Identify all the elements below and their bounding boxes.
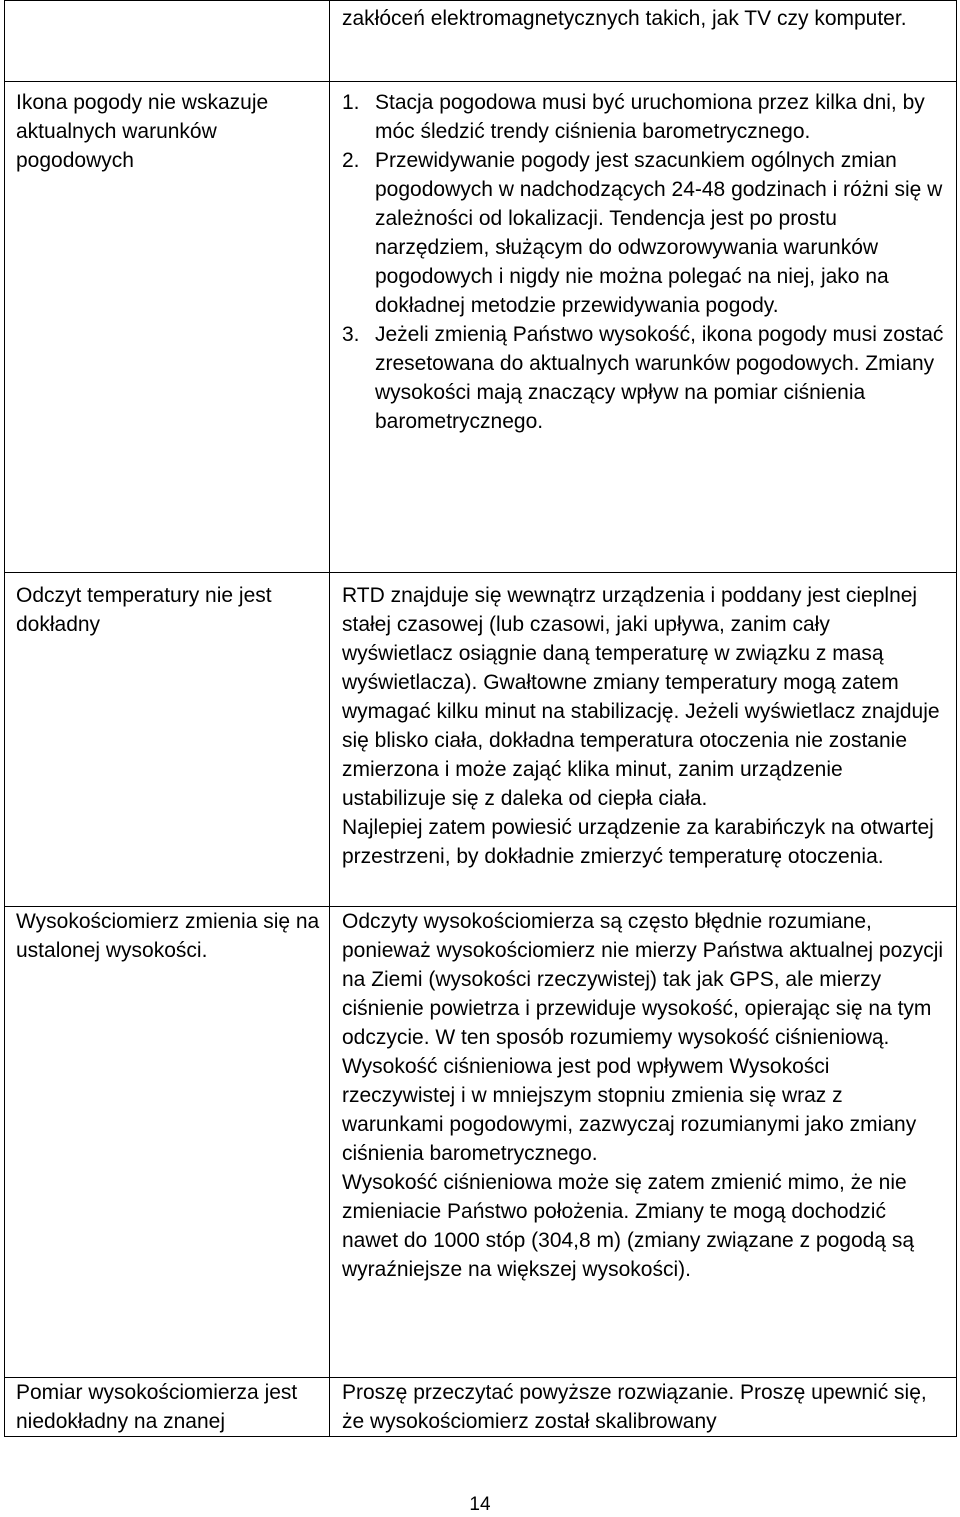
solution-paragraph: Wysokość ciśnieniowa może się zatem zmienić mimo, że nie zmieniacie Państwo położenia. Zmiany te mogą dochodzić nawet do 1000 stóp (304,8 m) (zmiany związane z pogodą są wyraźniejsze na większej wysokości).: [342, 1171, 914, 1281]
problem-cell: [5, 1, 330, 82]
solution-cell: [330, 1, 957, 82]
page-number: 14: [469, 1494, 491, 1515]
solution-paragraph: Wysokość ciśnieniowa jest pod wpływem Wysokości rzeczywistej i w mniejszym stopniu zmienia się wraz z warunkami pogodowymi, zazwyczaj rozumianymi jako zmiany ciśnienia barometrycznego.: [342, 1055, 917, 1165]
solution-cell: [330, 82, 957, 573]
problem-text: Pomiar wysokościomierza jest niedokładny na znanej: [16, 1381, 298, 1433]
solution-paragraph: zakłóceń elektromagnetycznych takich, jak TV czy komputer.: [342, 7, 907, 30]
table-row: [5, 907, 957, 1378]
solution-cell: [330, 573, 957, 907]
list-number: 1.: [342, 91, 360, 114]
problem-text: Ikona pogody nie wskazuje aktualnych warunków pogodowych: [16, 91, 269, 172]
list-item: [342, 146, 946, 320]
problem-text: [5, 1, 329, 4]
table-row: [5, 573, 957, 907]
list-item: [342, 88, 946, 146]
table-row: [5, 1, 957, 82]
solution-paragraph: Proszę przeczytać powyższe rozwiązanie. Proszę upewnić się, że wysokościomierz został skalibrowany: [342, 1381, 927, 1433]
solution-list: [342, 88, 946, 436]
table-row: [5, 1378, 957, 1437]
list-text: Jeżeli zmienią Państwo wysokość, ikona pogody musi zostać zresetowana do aktualnych warunków pogodowych. Zmiany wysokości mają znaczący wpływ na pomiar ciśnienia barometrycznego.: [375, 323, 944, 433]
solution-paragraph: Najlepiej zatem powiesić urządzenie za karabińczyk na otwartej przestrzeni, by dokładnie zmierzyć temperaturę otoczenia.: [342, 816, 934, 868]
troubleshooting-table: [4, 0, 957, 1437]
list-item: [342, 320, 946, 436]
solution-paragraph: Odczyty wysokościomierza są często błędnie rozumiane, ponieważ wysokościomierz nie mierzy Państwa aktualnej pozycji na Ziemi (wysokości rzeczywistej) tak jak GPS, ale mierzy ciśnienie powietrza i przewiduje wysokość, opierając się na tym odczycie. W ten sposób rozumiemy wysokość ciśnieniową.: [342, 910, 944, 1049]
problem-cell: [5, 82, 330, 573]
problem-cell: [5, 1378, 330, 1437]
solution-paragraph: RTD znajduje się wewnątrz urządzenia i poddany jest cieplnej stałej czasowej (lub czasowi, jaki upływa, zanim cały wyświetlacz osiągnie daną temperaturę w związku z masą wyświetlacza). Gwałtowne zmiany temperatury mogą zatem wymagać kilku minut na stabilizację. Jeżeli wyświetlacz znajduje się blisko ciała, dokładna temperatura otoczenia nie zostanie zmierzona i może zająć klika minut, zanim urządzenie ustabilizuje się z daleka od ciepła ciała.: [342, 584, 940, 810]
list-number: 2.: [342, 149, 360, 172]
table-row: [5, 82, 957, 573]
problem-cell: [5, 907, 330, 1378]
list-text: Stacja pogodowa musi być uruchomiona przez kilka dni, by móc śledzić trendy ciśnienia barometrycznego.: [375, 91, 925, 143]
solution-cell: [330, 907, 957, 1378]
solution-cell: [330, 1378, 957, 1437]
problem-text: Wysokościomierz zmienia się na ustalonej wysokości.: [16, 910, 320, 962]
list-number: 3.: [342, 323, 360, 346]
problem-cell: [5, 573, 330, 907]
list-text: Przewidywanie pogody jest szacunkiem ogólnych zmian pogodowych w nadchodzących 24-48 godzinach i różni się w zależności od lokalizacji. Tendencja jest po prostu narzędziem, służącym do odwzorowywania warunków pogodowych i nigdy nie można polegać na niej, jako na dokładnej metodzie przewidywania pogody.: [375, 149, 943, 317]
problem-text: Odczyt temperatury nie jest dokładny: [16, 584, 272, 636]
